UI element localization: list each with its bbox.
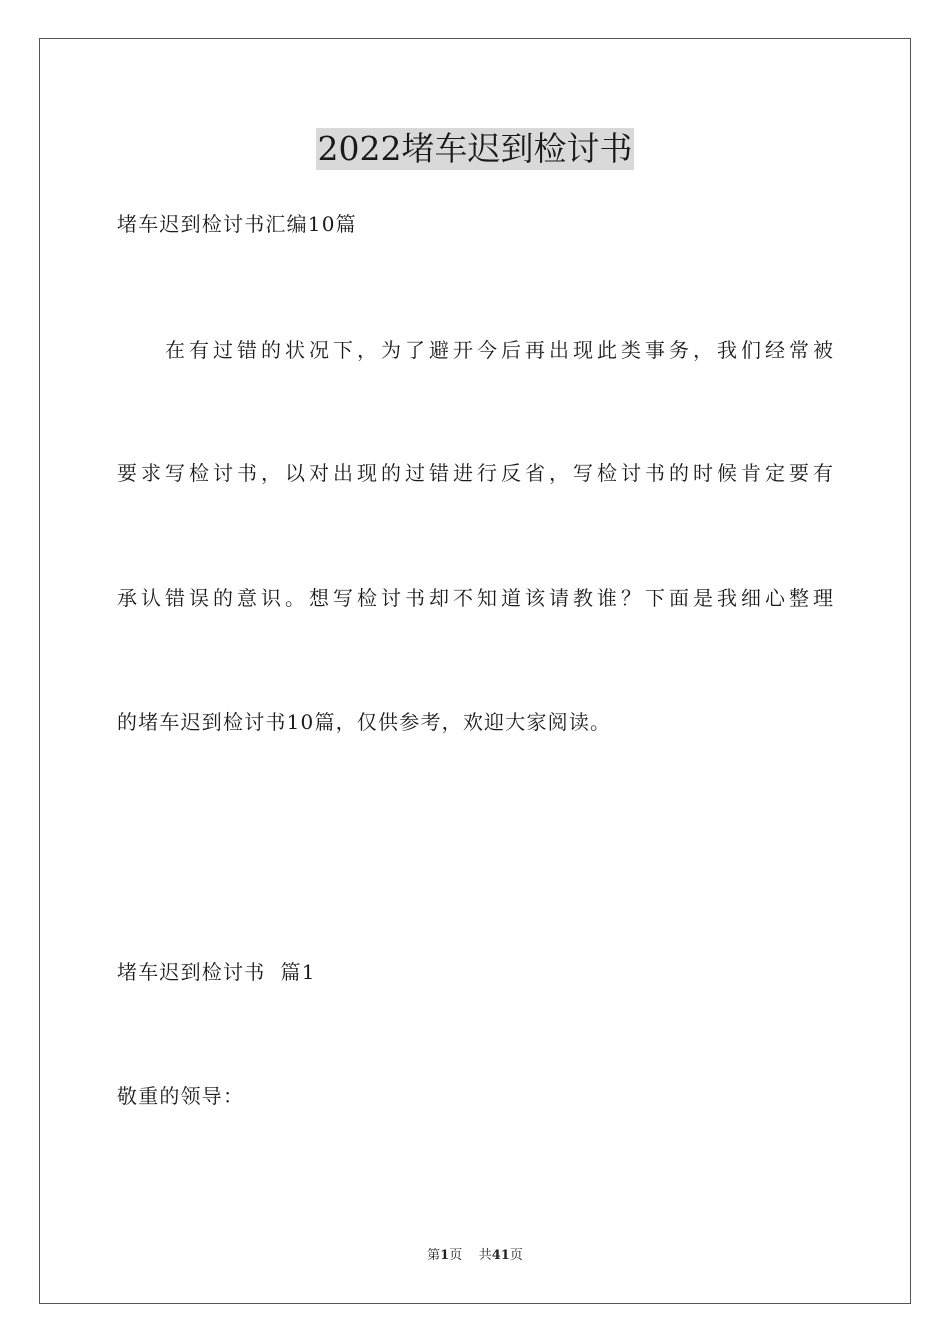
intro-line-3: 承认错误的意识。想写检讨书却不知道该请教谁？下面是我细心整理 [117,586,833,610]
section-heading: 堵车迟到检讨书 篇1 [117,960,316,984]
salutation: 敬重的领导： [117,1084,245,1108]
title-wrap [0,128,950,170]
footer-page-mid: 页 共 [449,1248,492,1263]
intro-line-1: 在有过错的状况下，为了避开今后再出现此类事务，我们经常被 [165,338,833,362]
intro-line-4: 的堵车迟到检讨书10篇，仅供参考，欢迎大家阅读。 [117,710,612,734]
footer-page-total: 41 [491,1248,510,1263]
footer-page-suffix: 页 [509,1248,523,1263]
document-title: 2022堵车迟到检讨书 [317,129,633,168]
footer-page-prefix: 第 [427,1248,441,1263]
document-subtitle: 堵车迟到检讨书汇编10篇 [117,212,357,236]
page-footer [0,1247,950,1265]
intro-line-2: 要求写检讨书，以对出现的过错进行反省，写检讨书的时候肯定要有 [117,461,833,485]
footer-page-current: 1 [440,1248,450,1263]
